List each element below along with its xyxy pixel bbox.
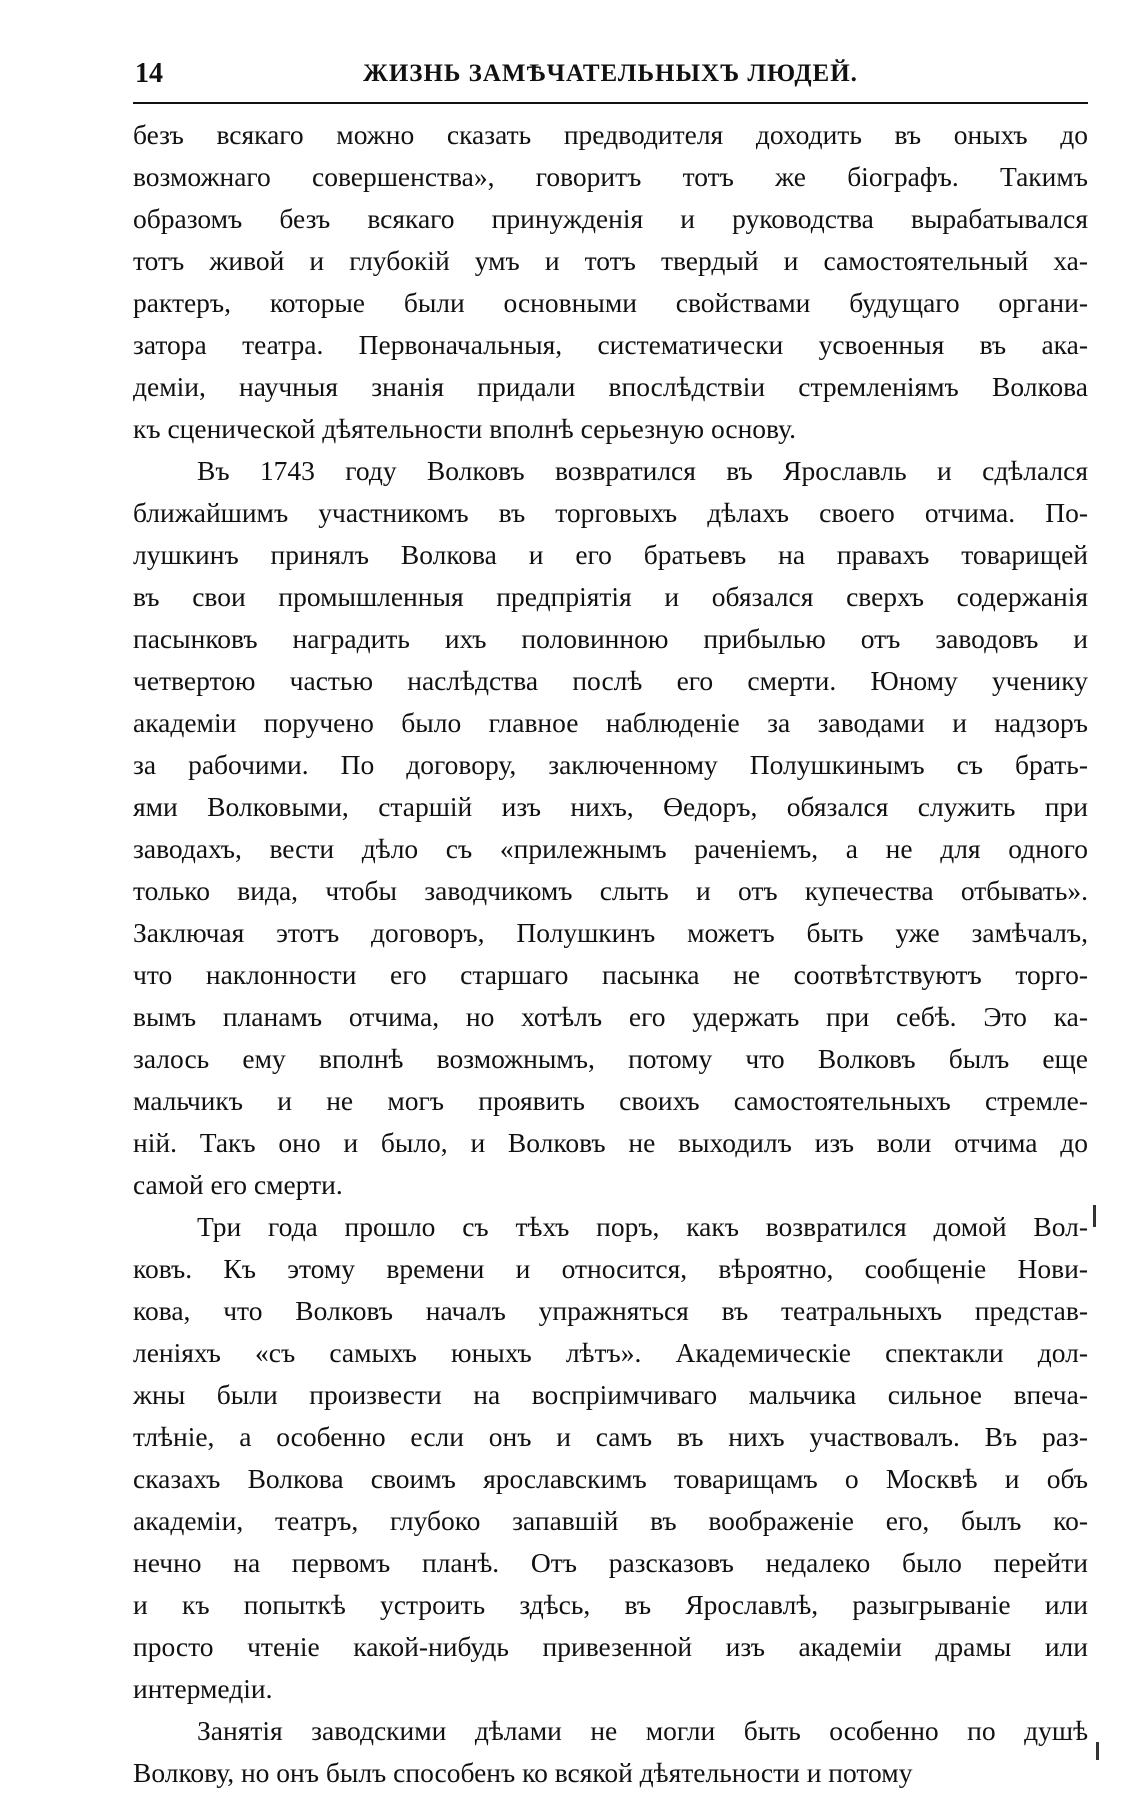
text-line: къ сценической дѣятельности вполнѣ серьезную основу. [133,413,796,444]
text-line: рактеръ, которые были основными свойствами будущаго органи- [133,287,1088,318]
paragraph [133,1206,1088,1710]
text-line: лушкинъ принялъ Волкова и его братьевъ на правахъ товарищей [133,539,1088,570]
text-line: деміи, научныя знанія придали впослѣдствіи стремленіямъ Волкова [133,371,1088,402]
text-line: заводахъ, вести дѣло съ «прилежнымъ раченіемъ, а не для одного [133,833,1088,864]
text-line: нечно на первомъ планѣ. Отъ разсказовъ недалеко было перейти [133,1547,1088,1578]
text-line: что наклонности его старшаго пасынка не соотвѣтствуютъ торго- [133,959,1088,990]
text-line: академіи, театръ, глубоко запавшій въ воображеніе его, былъ ко- [133,1505,1088,1536]
text-line: образомъ безъ всякаго принужденія и руководства вырабатывался [133,203,1088,234]
text-line: возможнаго совершенства», говоритъ тотъ же біографъ. Такимъ [133,161,1088,192]
text-line: леніяхъ «съ самыхъ юныхъ лѣтъ». Академическіе спектакли дол- [133,1337,1088,1368]
text-line: затора театра. Первоначальныя, систематически усвоенныя въ ака- [133,329,1088,360]
text-line: самой его смерти. [133,1169,343,1200]
text-line: вымъ планамъ отчима, но хотѣлъ его удержать при себѣ. Это ка- [133,1001,1088,1032]
body-text [133,114,1088,1794]
margin-mark [1093,1205,1096,1227]
text-line: Занятія заводскими дѣлами не могли быть особенно по душѣ [197,1715,1088,1746]
book-page [133,58,1088,1794]
text-line: Волкову, но онъ былъ способенъ ко всякой дѣятельности и потому [133,1757,913,1788]
text-line: просто чтеніе какой-нибудь привезенной изъ академіи драмы или [133,1631,1088,1662]
text-line: тлѣніе, а особенно если онъ и самъ въ нихъ участвовалъ. Въ раз- [133,1421,1088,1452]
paragraph [133,114,1088,450]
text-line: жны были произвести на воспріимчиваго мальчика сильное впеча- [133,1379,1088,1410]
margin-mark [1096,1742,1099,1760]
text-line: ближайшимъ участникомъ въ торговыхъ дѣлахъ своего отчима. По- [133,497,1088,528]
text-line: за рабочими. По договору, заключенному Полушкинымъ съ брать- [133,749,1088,780]
text-line: ями Волковыми, старшій изъ нихъ, Өедоръ, обязался служить при [133,791,1088,822]
text-line: и къ попыткѣ устроить здѣсь, въ Ярославлѣ, разыгрываніе или [133,1589,1088,1620]
text-line: Въ 1743 году Волковъ возвратился въ Ярославль и сдѣлался [197,455,1088,486]
text-line: мальчикъ и не могъ проявить своихъ самостоятельныхъ стремле- [133,1085,1088,1116]
text-line: безъ всякаго можно сказать предводителя доходить въ оныхъ до [133,119,1088,150]
text-line: залось ему вполнѣ возможнымъ, потому что Волковъ былъ еще [133,1043,1088,1074]
text-line: Заключая этотъ договоръ, Полушкинъ можетъ быть уже замѣчалъ, [133,917,1088,948]
text-line: Три года прошло съ тѣхъ поръ, какъ возвратился домой Вол- [197,1211,1088,1242]
text-line: ній. Такъ оно и было, и Волковъ не выходилъ изъ воли отчима до [133,1127,1088,1158]
page-header [133,58,1088,92]
text-line: академіи поручено было главное наблюденіе за заводами и надзоръ [133,707,1088,738]
page-number: 14 [135,58,163,89]
running-title: ЖИЗНЬ ЗАМѢЧАТЕЛЬНЫХЪ ЛЮДЕЙ. [363,60,858,87]
text-line: интермедіи. [133,1673,273,1704]
paragraph [133,1710,1088,1794]
text-line: въ свои промышленныя предпріятія и обязался сверхъ содержанія [133,581,1088,612]
text-line: тотъ живой и глубокій умъ и тотъ твердый и самостоятельный ха- [133,245,1088,276]
text-line: ковъ. Къ этому времени и относится, вѣроятно, сообщеніе Нови- [133,1253,1088,1284]
text-line: четвертою частью наслѣдства послѣ его смерти. Юному ученику [133,665,1088,696]
header-rule [133,102,1088,104]
text-line: сказахъ Волкова своимъ ярославскимъ товарищамъ о Москвѣ и объ [133,1463,1088,1494]
text-line: пасынковъ наградить ихъ половинною прибылью отъ заводовъ и [133,623,1088,654]
paragraph [133,450,1088,1206]
text-line: только вида, чтобы заводчикомъ слыть и отъ купечества отбывать». [133,875,1088,906]
text-line: кова, что Волковъ началъ упражняться въ театральныхъ представ- [133,1295,1088,1326]
